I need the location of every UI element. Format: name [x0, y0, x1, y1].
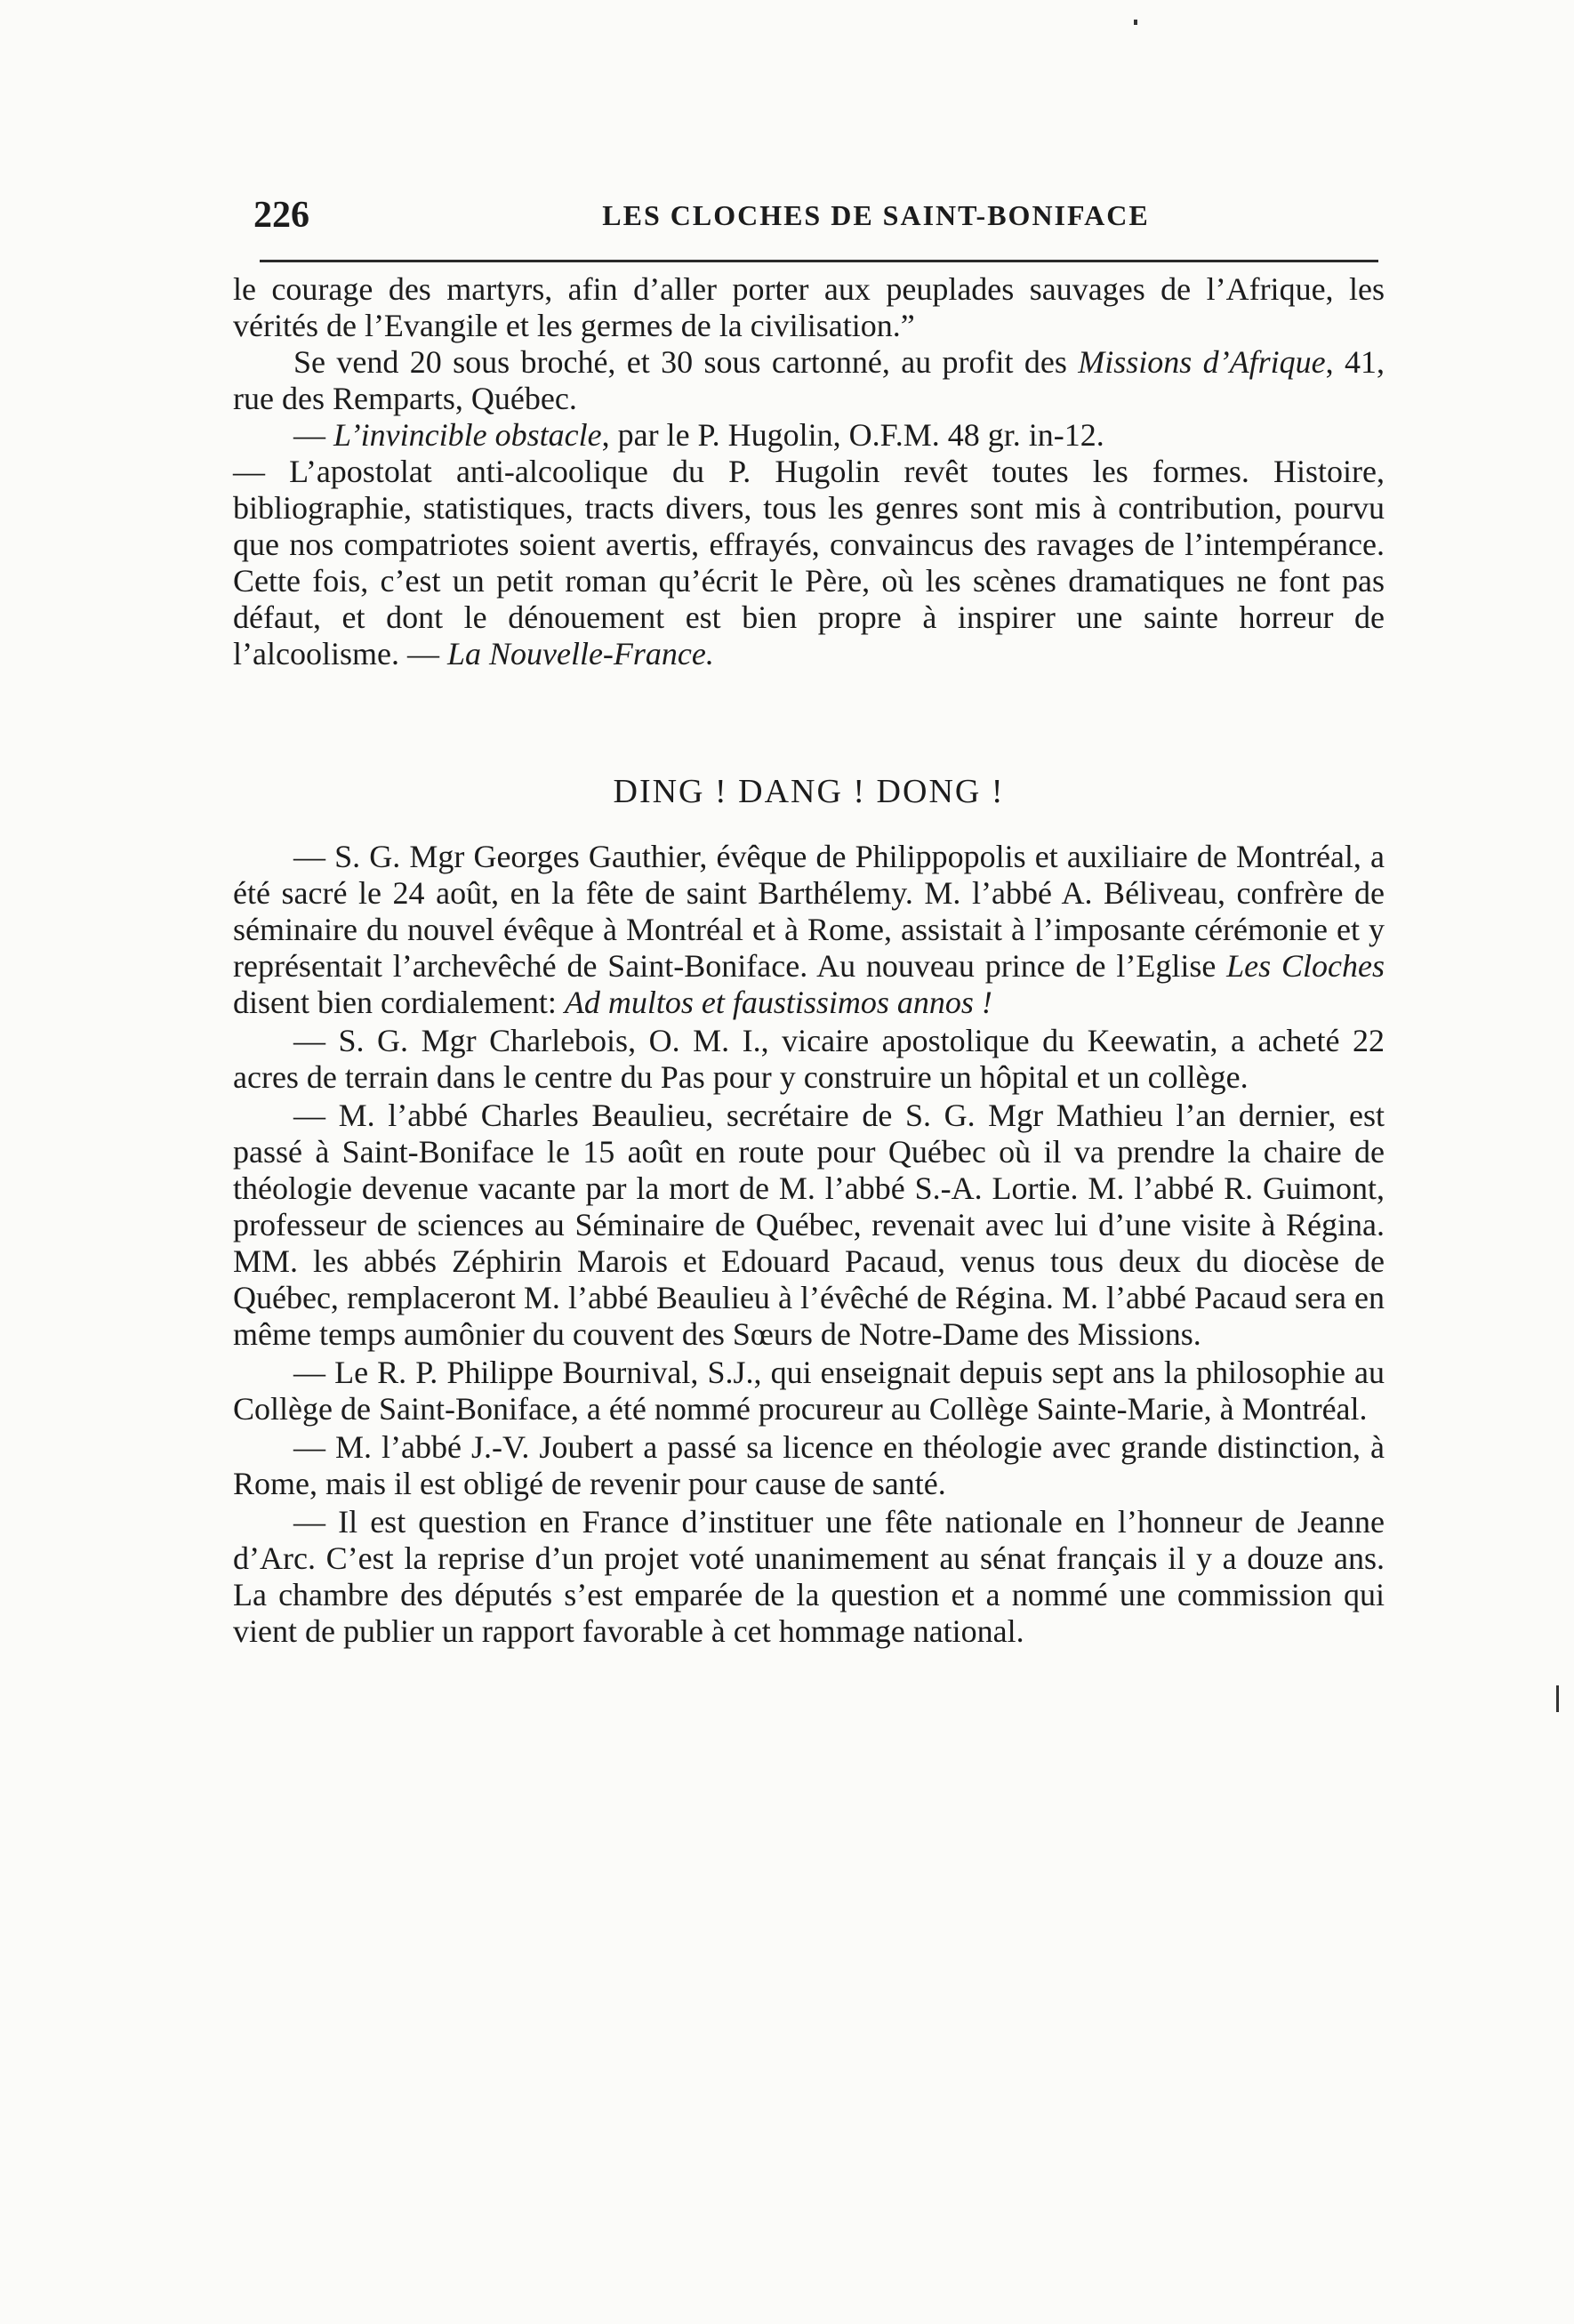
news-item: — S. G. Mgr Georges Gauthier, évêque de Philippopolis et auxiliaire de Montréal, a été sacré le 24 août, en la fête de saint Barthélemy. M. l’abbé A. Béliveau, confrère de séminaire du nouvel évêque à Montréal et à Rome, assistait à l’imposante cérémonie et y représentait l’archevêché de Saint-Boniface. Au nouveau prince de l’Eglise Les Cloches disent bien cordialement: Ad multos et faustissimos annos !: [233, 839, 1385, 1020]
page-header: [253, 194, 1383, 238]
book-title: L’invincible obstacle: [333, 417, 602, 453]
scan-speck: [1556, 1685, 1559, 1712]
paragraph-price: Se vend 20 sous broché, et 30 sous cartonné, au profit des Missions d’Afrique, 41, rue des Remparts, Québec.: [233, 344, 1385, 416]
header-rule: [260, 260, 1378, 262]
page-number: 226: [253, 195, 309, 236]
running-title: LES CLOCHES DE SAINT-BONIFACE: [602, 199, 1150, 231]
scan-speck: [1134, 20, 1137, 25]
paragraph-book-entry: — L’invincible obstacle, par le P. Hugolin, O.F.M. 48 gr. in-12.: [293, 417, 1104, 453]
news-item: — M. l’abbé Charles Beaulieu, secrétaire de S. G. Mgr Mathieu l’an dernier, est passé à Saint-Boniface le 15 août en route pour Québec où il va prendre la chaire de théologie devenue vacante par la mort de M. l’abbé S.-A. Lortie. M. l’abbé R. Guimont, professeur de sciences au Séminaire de Québec, revenait avec lui d’une visite à Régina. MM. les abbés Zéphirin Marois et Edouard Pacaud, venus tous deux du diocèse de Québec, remplaceront M. l’abbé Beaulieu à l’évêché de Régina. M. l’abbé Pacaud sera en même temps aumônier du couvent des Sœurs de Notre-Dame des Missions.: [233, 1098, 1385, 1352]
news-item: — Le R. P. Philippe Bournival, S.J., qui enseignait depuis sept ans la philosophie au Collège de Saint-Boniface, a été nommé procureur au Collège Sainte-Marie, à Montréal.: [233, 1355, 1385, 1427]
news-item: — S. G. Mgr Charlebois, O. M. I., vicaire apostolique du Keewatin, a acheté 22 acres de terrain dans le centre du Pas pour y construire un hôpital et un collège.: [233, 1023, 1385, 1095]
paragraph-quote-end: le courage des martyrs, afin d’aller porter aux peuplades sauvages de l’Afrique, les vérités de l’Evangile et les germes de la civilisation.”: [233, 271, 1385, 343]
paragraph-review: — L’apostolat anti-alcoolique du P. Hugolin revêt toutes les formes. Histoire, bibliographie, statistiques, tracts divers, tous les genres sont mis à contribution, pourvu que nos compatriotes soient avertis, effrayés, convaincus des ravages de l’intempérance. Cette fois, c’est un petit roman qu’écrit le Père, où les scènes dramatiques ne font pas défaut, et dont le dénouement est bien propre à inspirer une sainte horreur de l’alcoolisme. — La Nouvelle-France.: [233, 454, 1385, 671]
news-block: [233, 839, 1385, 1652]
missions-title: Missions d’Afrique: [1078, 344, 1326, 380]
review-block: [233, 271, 1385, 672]
section-heading: DING ! DANG ! DONG !: [613, 773, 1005, 810]
news-item: — M. l’abbé J.-V. Joubert a passé sa licence en théologie avec grande distinction, à Rome, mais il est obligé de revenir pour cause de santé.: [233, 1429, 1385, 1501]
news-item: — Il est question en France d’instituer une fête nationale en l’honneur de Jeanne d’Arc. C’est la reprise d’un projet voté unanimement au sénat français il y a douze ans. La chambre des députés s’est emparée de la question et a nommé une commission qui vient de publier un rapport favorable à cet hommage national.: [233, 1504, 1385, 1649]
source-citation: La Nouvelle-France.: [446, 636, 714, 671]
